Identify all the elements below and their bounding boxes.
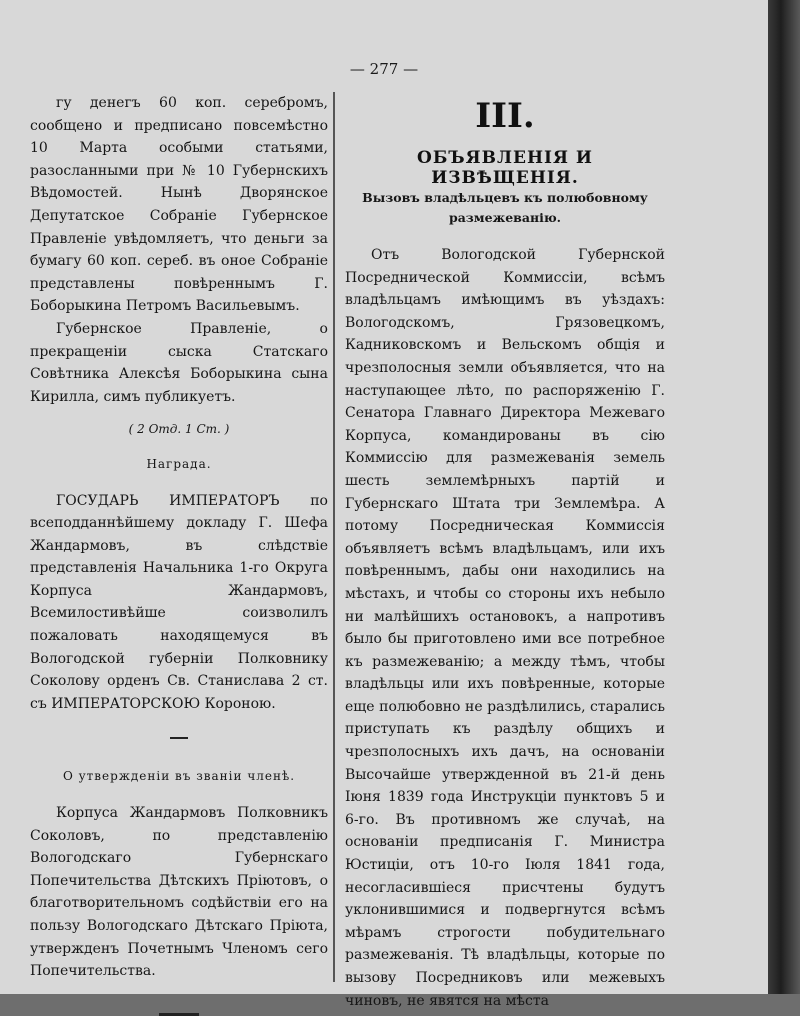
column-divider (333, 92, 335, 982)
department-reference: ( 2 Отд. 1 Ст. ) (128, 422, 230, 437)
section-number: III. (475, 96, 535, 136)
right-column (345, 188, 665, 1012)
paragraph-search-termination: Губернское Правленіе, о прекращеніи сыска Статскаго Совѣтника Алексѣя Боборыкина сына Кирилла, симъ публикуетъ. (30, 320, 328, 405)
subtitle-summons: Вызовъ владѣльцевъ къ полюбовному размежеванію. (362, 190, 648, 225)
page-number: — 277 — (349, 60, 419, 78)
paragraph-dues: гу денегъ 60 коп. серебромъ, сообщено и предписано повсемѣстно 10 Марта особыми статьями, разосланными при № 10 Губернскихъ Вѣдомостей. Нынѣ Дворянское Депутатское Собраніе Губернское Правленіе увѣдомляетъ, что деньги за бумагу 60 коп. сереб. въ оное Собраніе представлены повѣреннымъ Г. Боборыкина Петромъ Васильевымъ. (30, 95, 328, 315)
paragraph-confirmation: Корпуса Жандармовъ Полковникъ Соколовъ, по представленію Вологодскаго Губернскаго Попечительства Дѣтскихъ Пріютовъ, о благотворительномъ содѣйствіи его на пользу Вологодскаго Дѣтскаго Пріюта, утвержденъ Почетнымъ Членомъ сего Попечительства. (30, 805, 328, 980)
book-binding (768, 0, 800, 994)
heading-confirmation: О утвержденіи въ званіи членѣ. (62, 769, 296, 784)
separator-dash (170, 737, 188, 739)
heading-award: Награда. (146, 456, 212, 471)
section-title: ОБЪЯВЛЕНІЯ И ИЗВѢЩЕНІЯ. (417, 148, 593, 188)
paragraph-award: ГОСУДАРЬ ИМПЕРАТОРЪ по всеподданнѣйшему докладу Г. Шефа Жандармовъ, въ слѣдствіе представленія Начальника 1-го Округа Корпуса Жандармовъ, Всемилостивѣйше соизволилъ пожаловать находящемуся въ Вологодской губерніи Полковнику Соколову орденъ Св. Станислава 2 ст. съ ИМПЕРАТОРСКОЮ Короною. (30, 492, 328, 712)
left-column (30, 92, 328, 1016)
paragraph-summons: Отъ Вологодской Губернской Посреднической Коммиссіи, всѣмъ владѣльцамъ имѣющимъ въ уѣздахъ: Вологодскомъ, Грязовецкомъ, Кадниковскомъ и Вельскомъ общія и чрезполосныя земли объявляется, что на наступающее лѣто, по распоряженію Г. Сенатора Главнаго Директора Межеваго Корпуса, командированы въ сію Коммиссію для размежеванія земель шесть землемѣрныхъ партій и Губернскаго Штата три Землемѣра. А потому Посредническая Коммиссія объявляетъ всѣмъ владѣльцамъ, или ихъ повѣреннымъ, дабы они находились на мѣстахъ, и чтобы со стороны ихъ небыло ни малѣйшихъ остановокъ, а напротивъ было бы приготовлено ими все потребное къ размежеванію; а между тѣмъ, чтобы владѣльцы или ихъ повѣренные, которые еще полюбовно не раздѣлились, старались приступать къ раздѣлу общихъ и чрезполосныхъ ихъ дачъ, на основаніи Высочайше утвержденной въ 21-й день Іюня 1839 года Инструкціи пунктовъ 5 и 6-го. Въ противномъ же случаѣ, на основаніи предписанія Г. Министра Юстиціи, отъ 10-го Іюля 1841 года, несогласившіеся присчтены будутъ уклонившимися и подвергнутся всѣмъ мѣрамъ строгости побудительнаго размежеванія. Тѣ владѣльцы, которые по вызову Посредниковъ или межевыхъ чиновъ, не явятся на мѣста (345, 247, 665, 1009)
end-rule (159, 1013, 199, 1016)
